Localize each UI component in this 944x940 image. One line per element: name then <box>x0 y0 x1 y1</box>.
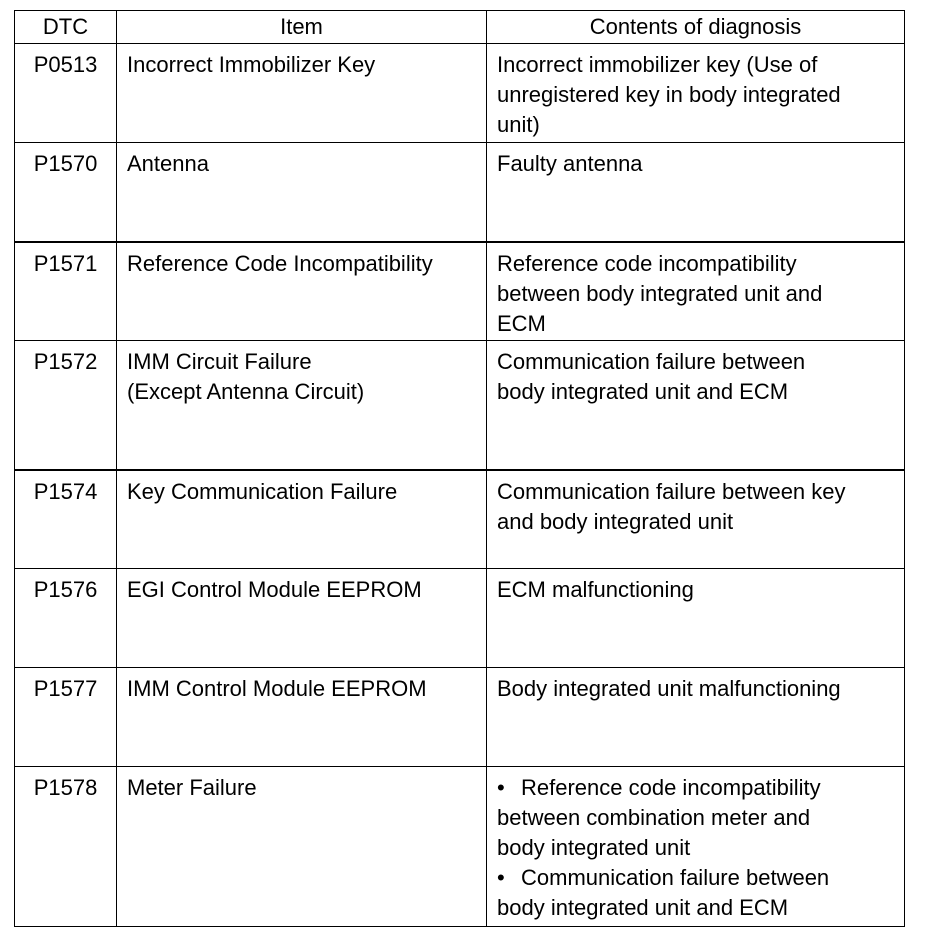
item-text: IMM Control Module EEPROM <box>127 676 427 701</box>
item-text: Key Communication Failure <box>127 478 398 504</box>
dtc-code: P1571 <box>15 242 117 341</box>
table-row <box>15 44 905 143</box>
dtc-code: P1572 <box>15 341 117 470</box>
item-cell <box>117 767 487 927</box>
table-row <box>15 341 905 470</box>
contents-text: unregistered key in body integrated <box>497 82 841 107</box>
item-cell <box>117 470 487 569</box>
table-row <box>15 143 905 242</box>
item-text: Incorrect Immobilizer Key <box>127 52 376 77</box>
table-row <box>15 767 905 927</box>
item-text: Antenna <box>127 151 209 176</box>
contents-cell <box>487 668 905 767</box>
contents-text: body integrated unit <box>497 835 691 860</box>
contents-text: between body integrated unit and <box>497 280 823 306</box>
contents-text: Body integrated unit malfunctioning <box>497 676 841 701</box>
contents-text: and body integrated unit <box>497 508 734 534</box>
bullet-mark: • <box>497 865 505 890</box>
contents-cell <box>487 341 905 470</box>
header-dtc: DTC <box>15 11 117 44</box>
contents-cell <box>487 569 905 668</box>
contents-text: ECM malfunctioning <box>497 577 694 602</box>
item-cell <box>117 341 487 470</box>
item-text: IMM Circuit Failure <box>127 349 312 374</box>
item-cell <box>117 44 487 143</box>
contents-text: unit) <box>497 112 540 137</box>
contents-cell <box>487 44 905 143</box>
contents-cell <box>487 767 905 927</box>
contents-text: Communication failure between <box>497 349 806 374</box>
item-cell <box>117 668 487 767</box>
dtc-code: P1574 <box>15 470 117 569</box>
contents-cell <box>487 143 905 242</box>
item-cell <box>117 143 487 242</box>
dtc-code: P1577 <box>15 668 117 767</box>
dtc-code: P1578 <box>15 767 117 927</box>
table-header-row <box>15 11 905 44</box>
item-text: (Except Antenna Circuit) <box>127 379 365 404</box>
dtc-code: P1570 <box>15 143 117 242</box>
contents-text: between combination meter and <box>497 805 811 830</box>
contents-text: ECM <box>497 310 546 336</box>
table-row <box>15 569 905 668</box>
bullet-item <box>497 773 894 803</box>
item-cell <box>117 242 487 341</box>
contents-cell <box>487 470 905 569</box>
item-text: Reference Code Incompatibility <box>127 250 433 276</box>
contents-text: Incorrect immobilizer key (Use of <box>497 52 818 77</box>
contents-text: Reference code incompatibility <box>497 250 797 276</box>
item-text: Meter Failure <box>127 775 257 800</box>
dtc-code: P1576 <box>15 569 117 668</box>
contents-text: Communication failure between key <box>497 478 846 504</box>
table-row <box>15 470 905 569</box>
header-contents: Contents of diagnosis <box>487 11 905 44</box>
bullet-text: Reference code incompatibility <box>521 775 821 800</box>
item-cell <box>117 569 487 668</box>
contents-text: body integrated unit and ECM <box>497 895 789 920</box>
dtc-code: P0513 <box>15 44 117 143</box>
contents-cell <box>487 242 905 341</box>
contents-text: Faulty antenna <box>497 151 643 176</box>
bullet-mark: • <box>497 775 505 800</box>
item-text: EGI Control Module EEPROM <box>127 577 422 602</box>
contents-text: body integrated unit and ECM <box>497 379 789 404</box>
bullet-text: Communication failure between <box>521 865 830 890</box>
header-item: Item <box>117 11 487 44</box>
table-row <box>15 668 905 767</box>
table-row <box>15 242 905 341</box>
bullet-item <box>497 863 894 893</box>
dtc-table <box>14 10 905 927</box>
